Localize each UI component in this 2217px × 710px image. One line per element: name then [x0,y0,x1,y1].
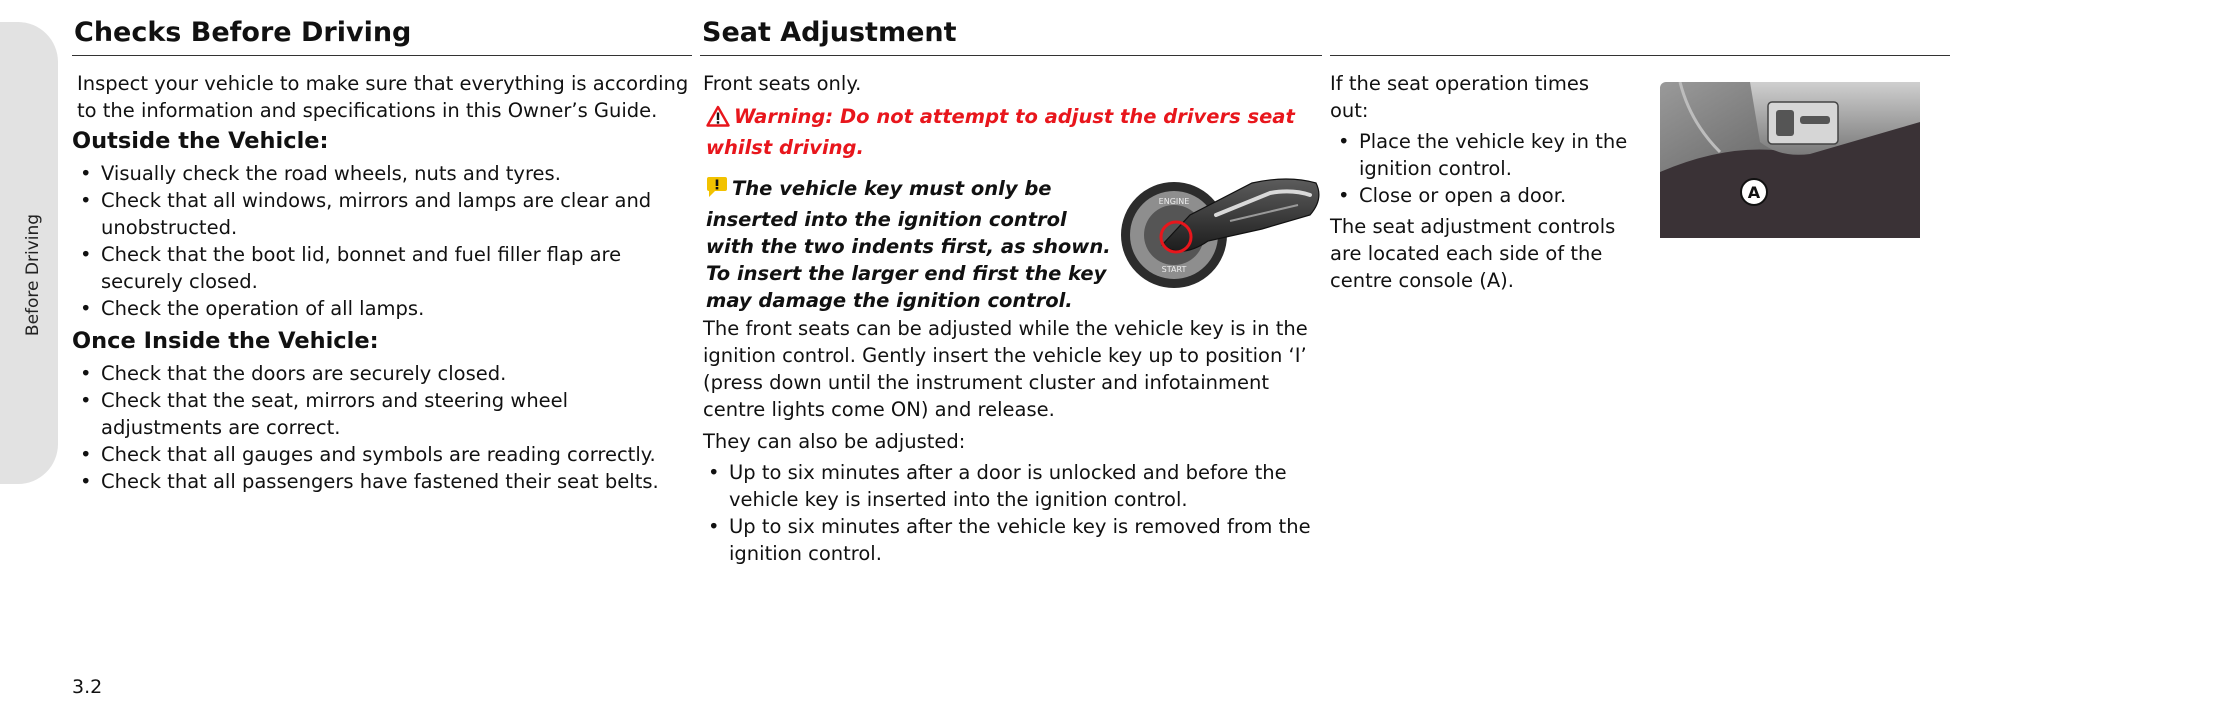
inside-vehicle-heading: Once Inside the Vehicle: [72,328,379,354]
heading-seat-adjustment: Seat Adjustment [700,0,1322,56]
controls-location-paragraph: The seat adjustment controls are located each side of the centre console (A). [1330,215,1616,292]
seat-controls-photo [1660,82,1920,238]
column-seat-controls [1330,0,1950,294]
list-item: • Visually check the road wheels, nuts and tyres. [72,160,692,187]
list-item: • Up to six minutes after a door is unlocked and before the vehicle key is inserted into the ignition control. [700,459,1322,513]
column-checks-before-driving [72,0,692,495]
list-item: • Check the operation of all lamps. [72,295,692,322]
intro-paragraph: Inspect your vehicle to make sure that everything is according to the information and specifications in this Owner’s Guide. [77,72,689,122]
outside-checklist [72,160,692,322]
list-item: • Check that the boot lid, bonnet and fuel filler flap are securely closed. [72,241,692,295]
list-item: • Check that all passengers have fastened their seat belts. [72,468,692,495]
caution-exclamation-icon [706,175,728,206]
caution-note [706,175,1116,314]
outside-vehicle-heading: Outside the Vehicle: [72,128,329,154]
also-adjusted-paragraph: They can also be adjusted: [703,430,966,453]
list-item: • Check that all gauges and symbols are reading correctly. [72,441,692,468]
start-label: START [1161,265,1187,274]
col1-body [72,56,692,495]
list-item: • Up to six minutes after the vehicle key is removed from the ignition control. [700,513,1322,567]
col2-body [700,56,1322,567]
caution-text: The vehicle key must only be inserted into the ignition control with the two indents first, as shown. To insert the larger end first the key may damage the ignition control. [706,177,1111,312]
adjustment-conditions-list [700,459,1322,567]
caution-block [700,175,1322,315]
photo-callout-a: A [1747,183,1761,202]
timeout-steps-list [1330,128,1630,209]
front-seats-only: Front seats only. [703,72,862,95]
warning-triangle-icon [706,105,730,134]
side-tab-label: Before Driving [23,213,43,337]
ignition-key-illustration [1120,171,1320,297]
col3-body [1330,56,1630,294]
list-item: • Check that all windows, mirrors and lamps are clear and unobstructed. [72,187,692,241]
inside-checklist [72,360,692,495]
adjustment-paragraph: The front seats can be adjusted while the vehicle key is in the ignition control. Gently insert the vehicle key up to position ‘I’ (press down until the instrument cluster and infotainment centre lights come ON) and release. [703,317,1308,421]
timeout-intro: If the seat operation times out: [1330,72,1590,122]
list-item: • Close or open a door. [1330,182,1630,209]
list-item: • Check that the seat, mirrors and steering wheel adjustments are correct. [72,387,692,441]
warning-note [700,103,1322,161]
heading-checks-before-driving: Checks Before Driving [72,0,692,56]
list-item: • Place the vehicle key in the ignition control. [1330,128,1630,182]
page-number: 3.2 [72,676,103,698]
engine-label: ENGINE [1158,197,1190,206]
warning-text: Warning: Do not attempt to adjust the drivers seat whilst driving. [706,105,1295,159]
side-tab [0,22,58,484]
column-header-rule [1330,0,1950,56]
column-seat-adjustment [700,0,1322,567]
list-item: • Check that the doors are securely closed. [72,360,692,387]
